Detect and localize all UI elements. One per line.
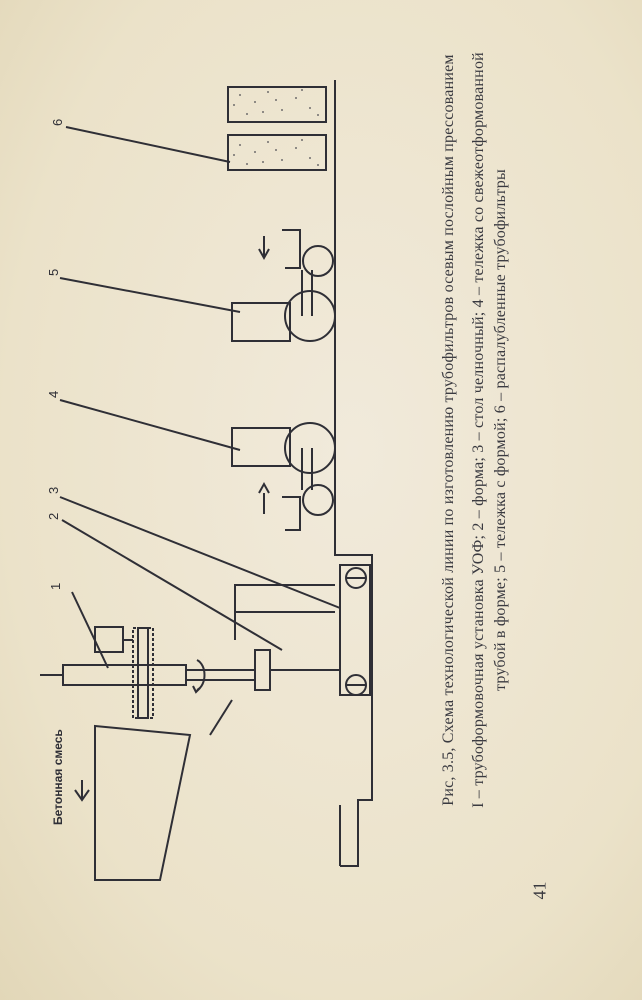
leader-1 bbox=[72, 592, 108, 668]
cart-4-wheel-large bbox=[285, 423, 335, 473]
figure-caption bbox=[438, 50, 608, 810]
floor-line bbox=[335, 80, 372, 866]
label-1: 1 bbox=[48, 582, 63, 590]
pipe-filter-2 bbox=[228, 135, 326, 170]
leader-4 bbox=[60, 400, 240, 450]
cart-4-wheel-small bbox=[303, 485, 333, 515]
cart-5-wheel-large bbox=[285, 291, 335, 341]
leader-5 bbox=[60, 278, 240, 312]
gear bbox=[133, 628, 153, 718]
label-2: 2 bbox=[46, 512, 61, 520]
press-column bbox=[63, 665, 186, 685]
caption-legend: I – трубоформовочная установка УОФ; 2 – форма; 3 – стол челночный; 4 – тележка со свежеотформованной трубой в форме; 5 – тележка с формой; 6 – распалубленные трубофильтры bbox=[470, 52, 509, 808]
concrete-mix-label: Бетонная смесь bbox=[51, 729, 65, 825]
cart-4-form bbox=[232, 428, 290, 466]
move-arrow-down bbox=[259, 484, 269, 514]
pipe-filter-texture bbox=[233, 89, 319, 166]
leader-3 bbox=[60, 497, 340, 608]
caption-title: Рис, 3.5, Схема технологической линии по изготовлению трубофильтров осевым послойным прессованием bbox=[440, 54, 457, 806]
cart-5-wheel-small bbox=[303, 246, 333, 276]
rotation-arrow bbox=[197, 660, 205, 690]
pipe-filter-1 bbox=[228, 87, 326, 122]
page-number: 41 bbox=[529, 881, 550, 900]
label-3: 3 bbox=[46, 486, 61, 494]
move-arrow-up bbox=[259, 236, 269, 258]
label-6: 6 bbox=[50, 118, 65, 126]
label-4: 4 bbox=[46, 390, 61, 398]
leader-6 bbox=[66, 127, 230, 162]
label-5: 5 bbox=[46, 268, 61, 276]
cart-5-form bbox=[232, 303, 290, 341]
concrete-arrow bbox=[75, 780, 89, 800]
hopper bbox=[95, 726, 190, 880]
